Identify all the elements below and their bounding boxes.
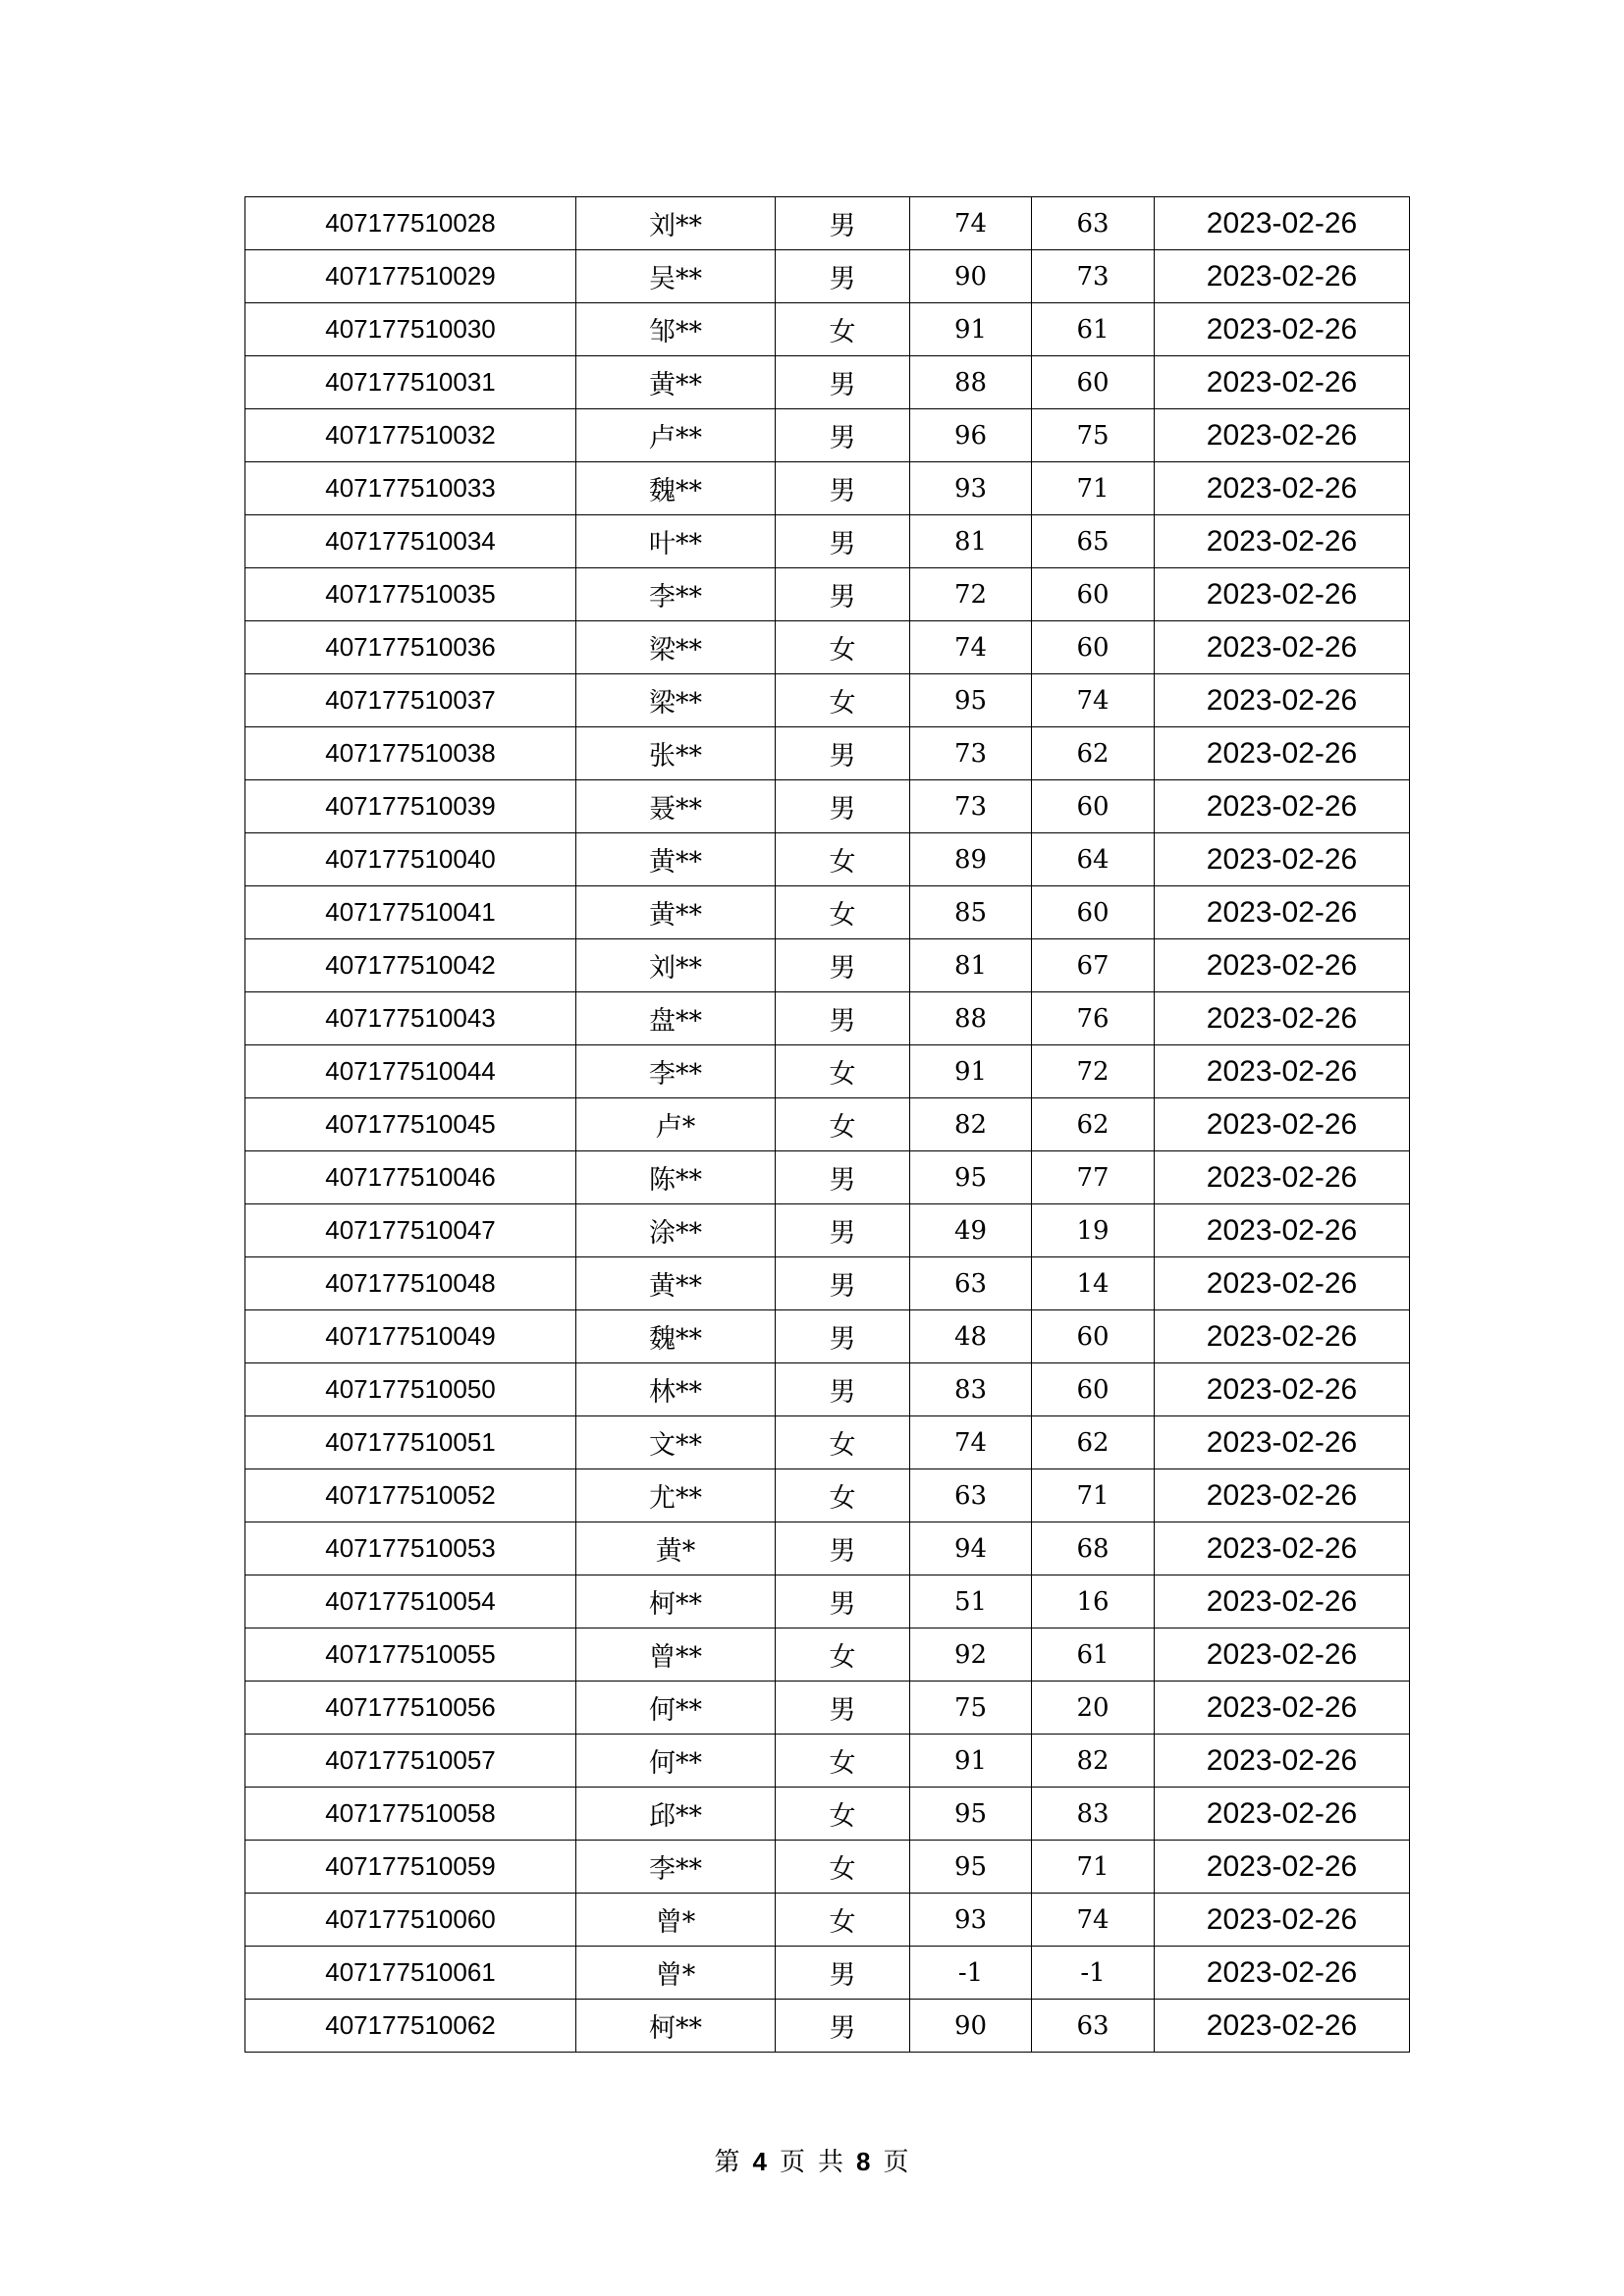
cell-score-2: 62 [1032, 727, 1155, 780]
cell-candidate-id: 407177510045 [245, 1098, 576, 1151]
cell-name: 李** [576, 568, 776, 621]
cell-date: 2023-02-26 [1155, 303, 1410, 356]
table-row [245, 992, 1410, 1045]
cell-name: 黄** [576, 833, 776, 886]
table-row [245, 1947, 1410, 2000]
cell-name: 何** [576, 1735, 776, 1788]
cell-candidate-id: 407177510053 [245, 1522, 576, 1575]
cell-score-1: 74 [910, 621, 1032, 674]
cell-candidate-id: 407177510044 [245, 1045, 576, 1098]
cell-date: 2023-02-26 [1155, 1416, 1410, 1469]
cell-name: 何** [576, 1682, 776, 1735]
cell-date: 2023-02-26 [1155, 1045, 1410, 1098]
cell-gender: 男 [776, 1682, 910, 1735]
cell-score-2: 63 [1032, 2000, 1155, 2053]
cell-candidate-id: 407177510033 [245, 462, 576, 515]
cell-date: 2023-02-26 [1155, 833, 1410, 886]
cell-score-1: 81 [910, 939, 1032, 992]
table-row [245, 568, 1410, 621]
cell-candidate-id: 407177510035 [245, 568, 576, 621]
cell-gender: 男 [776, 1522, 910, 1575]
cell-gender: 男 [776, 780, 910, 833]
cell-score-2: 68 [1032, 1522, 1155, 1575]
cell-candidate-id: 407177510060 [245, 1894, 576, 1947]
cell-score-2: 77 [1032, 1151, 1155, 1204]
cell-name: 黄** [576, 886, 776, 939]
cell-score-2: 61 [1032, 1629, 1155, 1682]
cell-name: 文** [576, 1416, 776, 1469]
cell-score-1: 96 [910, 409, 1032, 462]
cell-candidate-id: 407177510037 [245, 674, 576, 727]
cell-gender: 女 [776, 674, 910, 727]
page-footer [0, 2142, 1624, 2178]
cell-gender: 男 [776, 939, 910, 992]
cell-candidate-id: 407177510049 [245, 1310, 576, 1363]
cell-gender: 男 [776, 197, 910, 250]
cell-name: 李** [576, 1045, 776, 1098]
table-row [245, 727, 1410, 780]
cell-score-1: 74 [910, 1416, 1032, 1469]
cell-candidate-id: 407177510030 [245, 303, 576, 356]
table-row [245, 1575, 1410, 1629]
cell-candidate-id: 407177510043 [245, 992, 576, 1045]
table-row [245, 1045, 1410, 1098]
cell-score-2: 20 [1032, 1682, 1155, 1735]
cell-score-2: 60 [1032, 621, 1155, 674]
cell-score-1: 90 [910, 2000, 1032, 2053]
table-row [245, 1257, 1410, 1310]
cell-date: 2023-02-26 [1155, 568, 1410, 621]
table-row [245, 2000, 1410, 2053]
cell-score-1: 88 [910, 356, 1032, 409]
cell-score-2: 74 [1032, 674, 1155, 727]
cell-date: 2023-02-26 [1155, 197, 1410, 250]
footer-total-pages: 8 [856, 2147, 872, 2176]
cell-gender: 女 [776, 1045, 910, 1098]
cell-name: 邱** [576, 1788, 776, 1841]
cell-score-1: 88 [910, 992, 1032, 1045]
table-row [245, 409, 1410, 462]
table-row [245, 939, 1410, 992]
cell-date: 2023-02-26 [1155, 1469, 1410, 1522]
cell-score-2: 71 [1032, 1469, 1155, 1522]
cell-candidate-id: 407177510055 [245, 1629, 576, 1682]
cell-date: 2023-02-26 [1155, 1735, 1410, 1788]
cell-score-2: 61 [1032, 303, 1155, 356]
cell-gender: 男 [776, 515, 910, 568]
cell-gender: 男 [776, 356, 910, 409]
cell-score-1: 92 [910, 1629, 1032, 1682]
cell-name: 曾** [576, 1629, 776, 1682]
cell-date: 2023-02-26 [1155, 621, 1410, 674]
cell-score-2: 65 [1032, 515, 1155, 568]
cell-score-1: 63 [910, 1257, 1032, 1310]
table-row [245, 1469, 1410, 1522]
cell-candidate-id: 407177510028 [245, 197, 576, 250]
table-row [245, 1894, 1410, 1947]
cell-score-1: 51 [910, 1575, 1032, 1629]
cell-name: 林** [576, 1363, 776, 1416]
cell-candidate-id: 407177510061 [245, 1947, 576, 2000]
cell-score-1: 90 [910, 250, 1032, 303]
cell-score-1: 63 [910, 1469, 1032, 1522]
cell-name: 卢* [576, 1098, 776, 1151]
cell-name: 柯** [576, 1575, 776, 1629]
cell-gender: 男 [776, 409, 910, 462]
cell-score-2: -1 [1032, 1947, 1155, 2000]
table-row [245, 1629, 1410, 1682]
table-row [245, 780, 1410, 833]
cell-score-1: 91 [910, 303, 1032, 356]
table-row [245, 886, 1410, 939]
cell-score-1: 48 [910, 1310, 1032, 1363]
cell-date: 2023-02-26 [1155, 1682, 1410, 1735]
cell-score-2: 64 [1032, 833, 1155, 886]
cell-score-1: 72 [910, 568, 1032, 621]
cell-gender: 女 [776, 1416, 910, 1469]
cell-score-1: 95 [910, 674, 1032, 727]
cell-name: 黄** [576, 356, 776, 409]
cell-name: 魏** [576, 1310, 776, 1363]
cell-date: 2023-02-26 [1155, 409, 1410, 462]
cell-name: 魏** [576, 462, 776, 515]
cell-score-2: 60 [1032, 356, 1155, 409]
cell-score-1: 93 [910, 462, 1032, 515]
cell-score-2: 76 [1032, 992, 1155, 1045]
cell-date: 2023-02-26 [1155, 727, 1410, 780]
cell-gender: 男 [776, 568, 910, 621]
cell-candidate-id: 407177510031 [245, 356, 576, 409]
cell-name: 刘** [576, 197, 776, 250]
cell-candidate-id: 407177510040 [245, 833, 576, 886]
table-row [245, 1204, 1410, 1257]
cell-name: 刘** [576, 939, 776, 992]
cell-date: 2023-02-26 [1155, 1629, 1410, 1682]
cell-name: 叶** [576, 515, 776, 568]
cell-gender: 女 [776, 886, 910, 939]
cell-gender: 女 [776, 1735, 910, 1788]
cell-date: 2023-02-26 [1155, 250, 1410, 303]
table-row [245, 674, 1410, 727]
cell-score-1: 82 [910, 1098, 1032, 1151]
cell-candidate-id: 407177510046 [245, 1151, 576, 1204]
cell-candidate-id: 407177510038 [245, 727, 576, 780]
cell-date: 2023-02-26 [1155, 674, 1410, 727]
cell-name: 黄* [576, 1522, 776, 1575]
cell-score-1: 95 [910, 1841, 1032, 1894]
cell-score-1: 73 [910, 780, 1032, 833]
cell-score-1: 89 [910, 833, 1032, 886]
cell-score-1: 91 [910, 1735, 1032, 1788]
cell-gender: 男 [776, 462, 910, 515]
cell-gender: 女 [776, 833, 910, 886]
cell-score-1: 73 [910, 727, 1032, 780]
cell-gender: 男 [776, 1310, 910, 1363]
cell-score-2: 60 [1032, 1310, 1155, 1363]
cell-score-2: 83 [1032, 1788, 1155, 1841]
cell-score-2: 62 [1032, 1098, 1155, 1151]
cell-name: 曾* [576, 1894, 776, 1947]
cell-date: 2023-02-26 [1155, 1204, 1410, 1257]
cell-score-1: 85 [910, 886, 1032, 939]
cell-gender: 女 [776, 621, 910, 674]
cell-date: 2023-02-26 [1155, 1151, 1410, 1204]
table-row [245, 515, 1410, 568]
table-row [245, 1522, 1410, 1575]
cell-score-1: -1 [910, 1947, 1032, 2000]
cell-name: 尤** [576, 1469, 776, 1522]
cell-date: 2023-02-26 [1155, 515, 1410, 568]
cell-name: 涂** [576, 1204, 776, 1257]
cell-candidate-id: 407177510029 [245, 250, 576, 303]
results-table [244, 196, 1410, 2053]
cell-candidate-id: 407177510056 [245, 1682, 576, 1735]
cell-gender: 男 [776, 1575, 910, 1629]
table-row [245, 1682, 1410, 1735]
cell-date: 2023-02-26 [1155, 780, 1410, 833]
cell-name: 李** [576, 1841, 776, 1894]
table-row [245, 356, 1410, 409]
cell-score-2: 74 [1032, 1894, 1155, 1947]
cell-name: 黄** [576, 1257, 776, 1310]
cell-candidate-id: 407177510041 [245, 886, 576, 939]
cell-candidate-id: 407177510058 [245, 1788, 576, 1841]
cell-gender: 男 [776, 2000, 910, 2053]
cell-candidate-id: 407177510032 [245, 409, 576, 462]
cell-gender: 男 [776, 1257, 910, 1310]
table-row [245, 1310, 1410, 1363]
footer-total-prefix: 共 [818, 2148, 845, 2177]
cell-score-1: 91 [910, 1045, 1032, 1098]
cell-score-2: 60 [1032, 1363, 1155, 1416]
cell-score-1: 75 [910, 1682, 1032, 1735]
cell-gender: 女 [776, 303, 910, 356]
cell-candidate-id: 407177510039 [245, 780, 576, 833]
table-row [245, 303, 1410, 356]
cell-gender: 男 [776, 1151, 910, 1204]
cell-gender: 男 [776, 1363, 910, 1416]
table-row [245, 1841, 1410, 1894]
cell-name: 曾* [576, 1947, 776, 2000]
cell-date: 2023-02-26 [1155, 356, 1410, 409]
cell-name: 梁** [576, 674, 776, 727]
cell-date: 2023-02-26 [1155, 992, 1410, 1045]
cell-date: 2023-02-26 [1155, 1522, 1410, 1575]
cell-date: 2023-02-26 [1155, 939, 1410, 992]
cell-score-2: 19 [1032, 1204, 1155, 1257]
table-row [245, 1151, 1410, 1204]
cell-candidate-id: 407177510057 [245, 1735, 576, 1788]
cell-name: 陈** [576, 1151, 776, 1204]
results-table-body [245, 197, 1410, 2053]
cell-score-2: 67 [1032, 939, 1155, 992]
cell-gender: 女 [776, 1894, 910, 1947]
cell-candidate-id: 407177510047 [245, 1204, 576, 1257]
cell-gender: 男 [776, 727, 910, 780]
cell-candidate-id: 407177510059 [245, 1841, 576, 1894]
cell-date: 2023-02-26 [1155, 1575, 1410, 1629]
cell-gender: 男 [776, 1947, 910, 2000]
cell-gender: 女 [776, 1469, 910, 1522]
cell-score-1: 49 [910, 1204, 1032, 1257]
cell-name: 聂** [576, 780, 776, 833]
cell-date: 2023-02-26 [1155, 462, 1410, 515]
cell-gender: 男 [776, 1204, 910, 1257]
footer-page-unit: 页 [779, 2148, 806, 2177]
table-row [245, 833, 1410, 886]
cell-date: 2023-02-26 [1155, 1363, 1410, 1416]
cell-candidate-id: 407177510042 [245, 939, 576, 992]
table-row [245, 1416, 1410, 1469]
cell-name: 梁** [576, 621, 776, 674]
cell-candidate-id: 407177510052 [245, 1469, 576, 1522]
cell-date: 2023-02-26 [1155, 1947, 1410, 2000]
cell-name: 吴** [576, 250, 776, 303]
cell-candidate-id: 407177510051 [245, 1416, 576, 1469]
cell-score-1: 81 [910, 515, 1032, 568]
cell-score-1: 94 [910, 1522, 1032, 1575]
cell-date: 2023-02-26 [1155, 1841, 1410, 1894]
cell-candidate-id: 407177510034 [245, 515, 576, 568]
cell-score-2: 63 [1032, 197, 1155, 250]
cell-score-2: 75 [1032, 409, 1155, 462]
footer-prefix: 第 [714, 2148, 741, 2177]
cell-date: 2023-02-26 [1155, 1310, 1410, 1363]
cell-gender: 女 [776, 1629, 910, 1682]
cell-date: 2023-02-26 [1155, 886, 1410, 939]
table-row [245, 1788, 1410, 1841]
table-row [245, 1363, 1410, 1416]
cell-gender: 女 [776, 1098, 910, 1151]
cell-score-1: 83 [910, 1363, 1032, 1416]
table-row [245, 250, 1410, 303]
cell-score-2: 71 [1032, 1841, 1155, 1894]
table-row [245, 621, 1410, 674]
cell-name: 张** [576, 727, 776, 780]
cell-date: 2023-02-26 [1155, 1788, 1410, 1841]
cell-candidate-id: 407177510054 [245, 1575, 576, 1629]
table-row [245, 462, 1410, 515]
cell-gender: 男 [776, 250, 910, 303]
table-row [245, 1735, 1410, 1788]
cell-score-2: 60 [1032, 568, 1155, 621]
cell-gender: 男 [776, 992, 910, 1045]
cell-candidate-id: 407177510036 [245, 621, 576, 674]
cell-date: 2023-02-26 [1155, 1894, 1410, 1947]
cell-candidate-id: 407177510048 [245, 1257, 576, 1310]
table-row [245, 1098, 1410, 1151]
footer-page-number: 4 [752, 2147, 768, 2176]
cell-name: 柯** [576, 2000, 776, 2053]
cell-gender: 女 [776, 1788, 910, 1841]
cell-score-2: 73 [1032, 250, 1155, 303]
footer-total-unit: 页 [883, 2148, 910, 2177]
table-row [245, 197, 1410, 250]
cell-score-2: 82 [1032, 1735, 1155, 1788]
cell-score-2: 14 [1032, 1257, 1155, 1310]
cell-name: 邹** [576, 303, 776, 356]
cell-date: 2023-02-26 [1155, 1257, 1410, 1310]
cell-score-2: 71 [1032, 462, 1155, 515]
cell-gender: 女 [776, 1841, 910, 1894]
cell-score-2: 60 [1032, 886, 1155, 939]
cell-score-2: 62 [1032, 1416, 1155, 1469]
cell-name: 盘** [576, 992, 776, 1045]
cell-score-2: 72 [1032, 1045, 1155, 1098]
cell-score-2: 16 [1032, 1575, 1155, 1629]
cell-date: 2023-02-26 [1155, 1098, 1410, 1151]
cell-score-1: 95 [910, 1788, 1032, 1841]
cell-name: 卢** [576, 409, 776, 462]
cell-candidate-id: 407177510062 [245, 2000, 576, 2053]
cell-score-1: 95 [910, 1151, 1032, 1204]
cell-candidate-id: 407177510050 [245, 1363, 576, 1416]
cell-score-2: 60 [1032, 780, 1155, 833]
cell-date: 2023-02-26 [1155, 2000, 1410, 2053]
cell-score-1: 74 [910, 197, 1032, 250]
cell-score-1: 93 [910, 1894, 1032, 1947]
